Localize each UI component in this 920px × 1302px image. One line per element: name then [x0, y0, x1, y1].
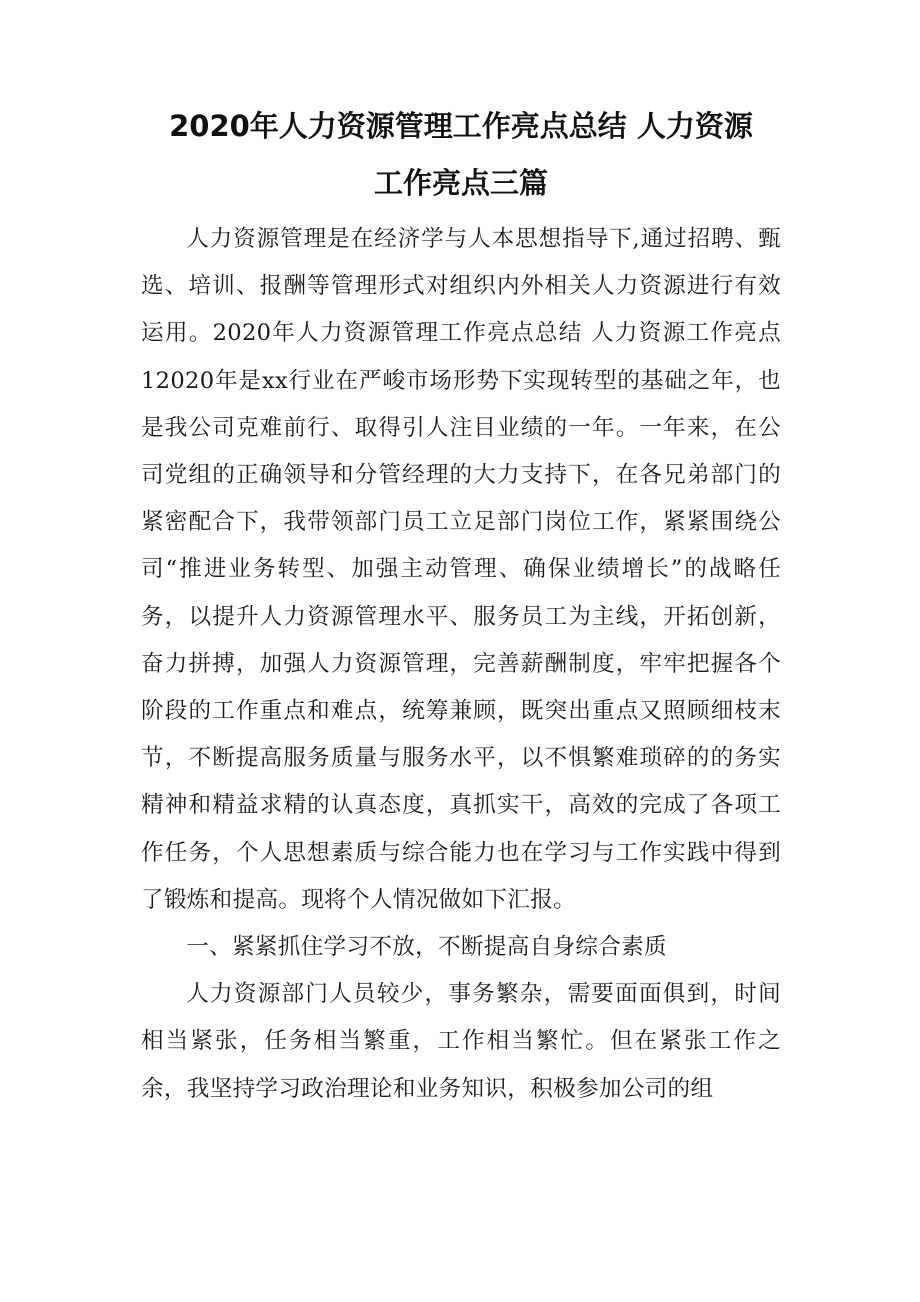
- section-1-paragraph: 人力资源部门人员较少，事务繁杂，需要面面俱到，时间相当紧张，任务相当繁重，工作相当繁忙。但在紧张工作之余，我坚持学习政治理论和业务知识，积极参加公司的组: [141, 981, 781, 1102]
- intro-paragraph: 人力资源管理是在经济学与人本思想指导下,通过招聘、甄选、培训、报酬等管理形式对组织内外相关人力资源进行有效运用。2020年人力资源管理工作亮点总结 人力资源工作亮点12020年是xx行业在严峻市场形势下实现转型的基础之年，也是我公司克难前行、取得引人注目业绩的一年。一年来，在公司党组的正确领导和分管经理的大力支持下，在各兄弟部门的紧密配合下，我带领部门员工立足部门岗位工作，紧紧围绕公司“推进业务转型、加强主动管理、确保业绩增长”的战略任务，以提升人力资源管理水平、服务员工为主线，开拓创新，奋力拼搏，加强人力资源管理，完善薪酬制度，牢牢把握各个阶段的工作重点和难点，统筹兼顾，既突出重点又照顾细枝末节，不断提高服务质量与服务水平，以不惧繁难琐碎的的务实精神和精益求精的认真态度，真抓实干，高效的完成了各项工作任务，个人思想素质与综合能力也在学习与工作实践中得到了锻炼和提高。现将个人情况做如下汇报。: [141, 226, 781, 913]
- title-line-2: 工作亮点三篇: [373, 166, 548, 200]
- section-1-heading: 一、紧紧抓住学习不放，不断提高自身综合素质: [186, 934, 667, 961]
- document-page: [141, 98, 781, 1113]
- document-title: [141, 98, 781, 212]
- title-line-1: 2020年人力资源管理工作亮点总结 人力资源: [169, 109, 753, 143]
